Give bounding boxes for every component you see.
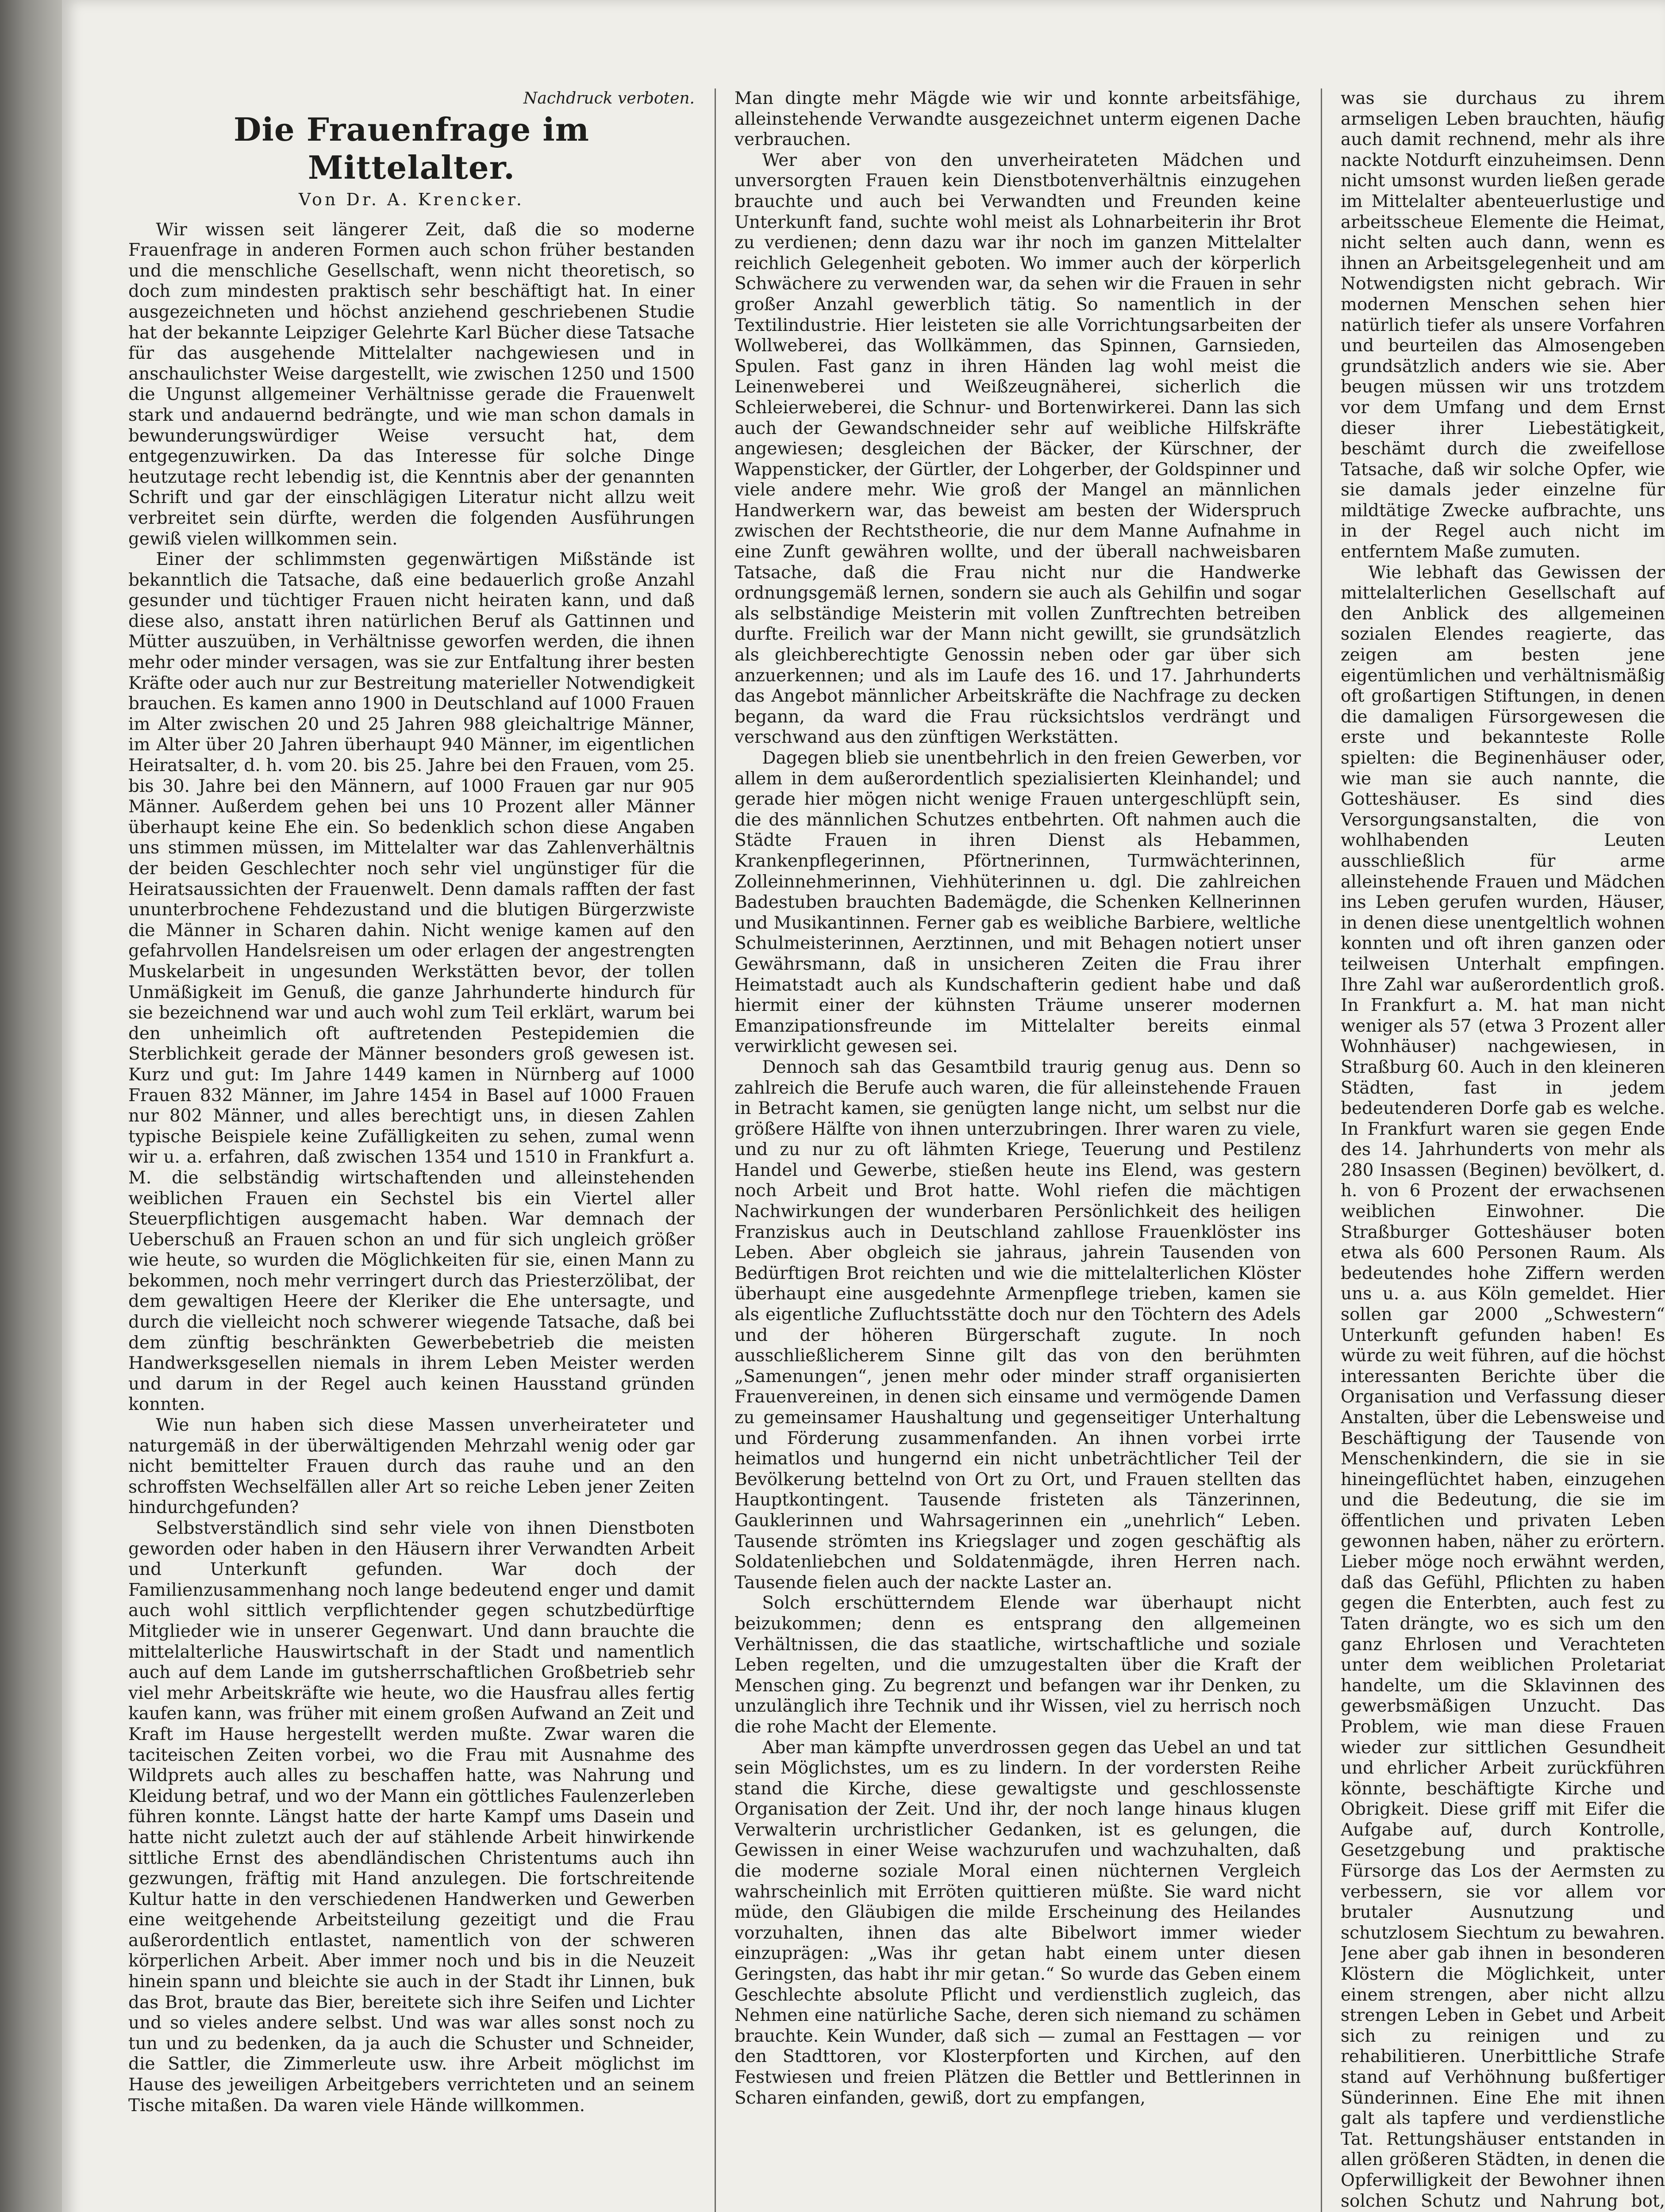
column-3 [1341, 88, 1665, 2212]
column-rule [715, 88, 716, 2212]
paragraph: Wie lebhaft das Gewissen der mittelalterlichen Gesellschaft auf den Anblick des allgemeinen sozialen Elendes reagierte, das zeigen am besten jene eigentümlichen und verhältnismäßig oft großartigen Stiftungen, in denen die damaligen Fürsorgewesen die erste und bekannteste Rolle spielten: die Beginenhäuser oder, wie man sie auch nannte, die Gotteshäuser. Es sind dies Versorgungsanstalten, die von wohlhabenden Leuten ausschließlich für arme alleinstehende Frauen und Mädchen ins Leben gerufen wurden, Häuser, in denen diese unentgeltlich wohnen konnten und oft ihren ganzen oder teilweisen Unterhalt empfingen. Ihre Zahl war außerordentlich groß. In Frankfurt a. M. hat man nicht weniger als 57 (etwa 3 Prozent aller Wohnhäuser) nachgewiesen, in Straßburg 60. Auch in den kleineren Städten, fast in jedem bedeutenderen Dorfe gab es welche. In Frankfurt waren sie gegen Ende des 14. Jahrhunderts von mehr als 280 Insassen (Beginen) bevölkert, d. h. von 6 Prozent der erwachsenen weiblichen Einwohner. Die Straßburger Gotteshäuser boten etwa als 600 Personen Raum. Als bedeutendes hohe Ziffern werden uns u. a. aus Köln gemeldet. Hier sollen gar 2000 „Schwestern“ Unterkunft gefunden haben! Es würde zu weit führen, auf die höchst interessanten Berichte über die Organisation und Verfassung dieser Anstalten, über die Lebensweise und Beschäftigung der Tausende von Menschenkindern, die sie in sie hineingeflüchtet haben, einzugehen und die Bedeutung, die sie im öffentlichen und privaten Leben gewonnen haben, näher zu erörtern. Lieber möge noch erwähnt werden, daß das Gefühl, Pflichten zu haben gegen die Enterbten, auch fest zu Taten drängte, wo es sich um den ganz Ehrlosen und Verachteten unter dem weiblichen Proletariat handelte, um die Sklavinnen des gewerbsmäßigen Unzucht. Das Problem, wie man diese Frauen wieder zur sittlichen Gesundheit und ehrlicher Arbeit zurückführen könnte, beschäftigte Kirche und Obrigkeit. Diese griff mit Eifer die Aufgabe auf, durch Kontrolle, Gesetzgebung und praktische Fürsorge das Los der Aermsten zu verbessern, sie vor allem vor brutaler Ausnutzung und schutzlosem Siechtum zu bewahren. Jene aber gab ihnen in besonderen Klöstern die Möglichkeit, unter einem strengen, aber nicht allzu strengen Leben in Gebet und Arbeit sich zu reinigen und zu rehabilitieren. Unerbittliche Strafe stand auf Verhöhnung bußfertiger Sünderinnen. Eine Ehe mit ihnen galt als tapfere und verdienstliche Tat. Rettungshäuser entstanden in allen größeren Städten, in denen die Opferwilligkeit der Bewohner ihnen solchen Schutz und Nahrung bot, [1341, 562, 1665, 2211]
article-title: Die Frauenfrage im Mittelalter. [234, 111, 589, 186]
paragraph: Dagegen blieb sie unentbehrlich in den freien Gewerben, vor allem in dem außerordentlich spezialisierten Kleinhandel; und gerade hier mögen nicht wenige Frauen untergeschlüpft sein, die des männlichen Schutzes entbehrten. Oft nahmen auch die Städte Frauen in ihren Dienst als Hebammen, Krankenpflegerinnen, Pförtnerinnen, Turmwächterinnen, Zolleinnehmerinnen, Viehhüterinnen u. dgl. Die zahlreichen Badestuben brauchten Bademägde, die Schenken Kellnerinnen und Musikantinnen. Ferner gab es weibliche Barbiere, weltliche Schulmeisterinnen, Aerztinnen, und mit Behagen notiert unser Gewährsmann, daß in unsicheren Zeiten die Frau ihrer Heimatstadt auch als Kundschafterin gedient habe und daß hiermit einer der kühnsten Träume unserer modernen Emanzipationsfreunde im Mittelalter bereits einmal verwirklicht gewesen sei. [734, 748, 1301, 1057]
paragraph: Solch erschütterndem Elende war überhaupt nicht beizukommen; denn es entsprang den allgemeinen Verhältnissen, die das staatliche, wirtschaftliche und soziale Leben regelten, und die umzugestalten über die Kraft der Menschen ging. Zu begrenzt und befangen war ihr Denken, zu unzulänglich ihre Technik und ihr Wissen, viel zu herrisch noch die rohe Macht der Elemente. [734, 1593, 1301, 1737]
column-1 [128, 88, 695, 2212]
column-rule [1321, 88, 1322, 2212]
column-2 [734, 88, 1301, 2212]
reprint-notice: Nachdruck verboten. [523, 89, 695, 108]
newspaper-page [62, 0, 1665, 2212]
paragraph: Man dingte mehr Mägde wie wir und konnte arbeitsfähige, alleinstehende Verwandte ausgezeichnet unterm eigenen Dache verbrauchen. [734, 88, 1301, 150]
paragraph: Selbstverständlich sind sehr viele von ihnen Dienstboten geworden oder haben in den Häusern ihrer Verwandten Arbeit und Unterkunft gefunden. War doch der Familienzusammenhang noch lange bedeutend enger und damit auch wohl sittlich verpflichtender gegen schutzbedürftige Mitglieder wie in unserer Gegenwart. Und dann brauchte die mittelalterliche Hauswirtschaft in der Stadt und namentlich auch auf dem Lande im gutsherrschaftlichen Großbetrieb sehr viel mehr Arbeitskräfte wie heute, wo die Hausfrau alles fertig kaufen kann, was früher mit einem großen Aufwand an Zeit und Kraft im Hause hergestellt werden mußte. Zwar waren die taciteischen Zeiten vorbei, wo die Frau mit Ausnahme des Wildprets auch alles zu beschaffen hatte, was Nahrung und Kleidung betraf, und wo der Mann ein göttliches Faulenzerleben führen konnte. Längst hatte der harte Kampf ums Dasein und hatte nicht zuletzt auch der auf stählende Arbeit hinwirkende sittliche Ernst des abendländischen Christentums auch ihn gezwungen, fräftig mit Hand anzulegen. Die fortschreitende Kultur hatte in den verschiedenen Handwerken und Gewerben eine weitgehende Arbeitsteilung gezeitigt und die Frau außerordentlich entlastet, namentlich von der schweren körperlichen Arbeit. Aber immer noch und bis in die Neuzeit hinein spann und bleichte sie auch in der Stadt ihr Linnen, buk das Brot, braute das Bier, bereitete sich ihre Seifen und Lichter und so vieles andere selbst. Und was war alles sonst noch zu tun und zu bedenken, da ja auch die Schuster und Schneider, die Sattler, die Zimmerleute usw. ihre Arbeit möglichst im Hause des jeweiligen Arbeitgebers verrichteten und an seinem Tische mitaßen. Da waren viele Hände willkommen. [128, 1518, 695, 2116]
paragraph: Dennoch sah das Gesamtbild traurig genug aus. Denn so zahlreich die Berufe auch waren, die für alleinstehende Frauen in Betracht kamen, sie genügten lange nicht, um selbst nur die größere Hälfte von ihnen unterzubringen. Ihrer waren zu viele, und zu nur zu oft lähmten Kriege, Teuerung und Pestilenz Handel und Gewerbe, stießen heute ins Elend, was gestern noch Arbeit und Brot hatte. Wohl riefen die mächtigen Nachwirkungen der wunderbaren Persönlichkeit des heiligen Franziskus auch in Deutschland zahllose Frauenklöster ins Leben. Aber obgleich sie jahraus, jahrein Tausenden von Bedürftigen Brot reichten und wie die mittelalterlichen Klöster überhaupt eine ausgedehnte Armenpflege trieben, kamen sie als eigentliche Zufluchtsstätte doch nur den Töchtern des Adels und der höheren Bürgerschaft zugute. In noch ausschließlicherem Sinne gilt das von den berühmten „Samenungen“, jenen mehr oder minder straff organisierten Frauenvereinen, in denen sich einsame und vermögende Damen zu gemeinsamer Haushaltung und gegenseitiger Unterhaltung und Förderung zusammenfanden. An ihnen vorbei irrte heimatlos und hungernd ein nicht unbeträchtlicher Teil der Bevölkerung bettelnd von Ort zu Ort, und Frauen stellten das Hauptkontingent. Tausende fristeten als Tänzerinnen, Gauklerinnen und Wahrsagerinnen ein „unehrlich“ Leben. Tausende strömten ins Kriegslager und zogen geschäftig als Soldatenliebchen und Soldatenmägde, ihren Herren nach. Tausende fielen auch der nackte Laster an. [734, 1057, 1301, 1593]
book-binding-edge [0, 0, 62, 2212]
page-content [128, 88, 1665, 2212]
article-author: Von Dr. A. Krencker. [299, 190, 524, 209]
paragraph: Wie nun haben sich diese Massen unverheirateter und naturgemäß in der überwältigenden Mehrzahl wenig oder gar nicht bemittelter Frauen durch das rauhe und an den schroffsten Wechselfällen aller Art so reiche Leben jener Zeiten hindurchgefunden? [128, 1415, 695, 1518]
paragraph: Wer aber von den unverheirateten Mädchen und unversorgten Frauen kein Dienstbotenverhältnis einzugehen brauchte und auch bei Verwandten und Freunden keine Unterkunft fand, suchte wohl meist als Lohnarbeiterin ihr Brot zu verdienen; denn dazu war ihr noch im ganzen Mittelalter reichlich Gelegenheit geboten. Wo immer auch der körperlich Schwächere zu verwenden war, da sehen wir die Frauen in sehr großer Anzahl gewerblich tätig. So namentlich in der Textilindustrie. Hier leisteten sie alle Vorrichtungsarbeiten der Wollweberei, das Wollkämmen, das Spinnen, Garnsieden, Spulen. Fast ganz in ihren Händen lag wohl meist die Leinenweberei und Weißzeugnäherei, sicherlich die Schleierweberei, die Schnur- und Bortenwirkerei. Dann las sich auch der Gewandschneider sehr auf weibliche Hilfskräfte angewiesen; desgleichen der Bäcker, der Kürschner, der Wappensticker, der Gürtler, der Lohgerber, der Goldspinner und viele andere mehr. Wie groß der Mangel an männlichen Handwerkern war, das beweist am besten der Widerspruch zwischen der Rechtstheorie, die nur dem Manne Aufnahme in eine Zunft gewähren wollte, und der überall nachweisbaren Tatsache, daß die Frau nicht nur die Handwerke ordnungsgemäß lernen, sondern sie auch als Gehilfin und sogar als selbständige Meisterin mit vollen Zunftrechten betreiben durfte. Freilich war der Mann nicht gewillt, sie grundsätzlich als gleichberechtigte Genossin neben oder gar über sich anzuerkennen; und als im Laufe des 16. und 17. Jahrhunderts das Angebot männlicher Arbeitskräfte die Nachfrage zu decken begann, da ward die Frau rücksichtslos verdrängt und verschwand aus den zünftigen Werkstätten. [734, 150, 1301, 748]
paragraph: Einer der schlimmsten gegenwärtigen Mißstände ist bekanntlich die Tatsache, daß eine bedauerlich große Anzahl gesunder und tüchtiger Frauen nicht heiraten kann, und daß diese also, anstatt ihren natürlichen Beruf als Gattinnen und Mütter auszuüben, in Verhältnisse geworfen werden, die ihnen mehr oder minder versagen, was sie zur Entfaltung ihrer besten Kräfte oder auch nur zur Bestreitung materieller Notwendigkeit brauchen. Es kamen anno 1900 in Deutschland auf 1000 Frauen im Alter zwischen 20 und 25 Jahren 988 gleichaltrige Männer, im Alter über 20 Jahren überhaupt 940 Männer, im eigentlichen Heiratsalter, d. h. vom 20. bis 25. Jahre bei den Frauen, vom 25. bis 30. Jahre bei den Männern, auf 1000 Frauen gar nur 905 Männer. Außerdem gehen bei uns 10 Prozent aller Männer überhaupt keine Ehe ein. So bedenklich schon diese Angaben uns stimmen müssen, im Mittelalter war das Zahlenverhältnis der beiden Geschlechter noch sehr viel ungünstiger für die Heiratsaussichten der Frauenwelt. Denn damals rafften der fast ununterbrochene Fehdezustand und die blutigen Bürgerzwiste die Männer in Scharen dahin. Nicht wenige kamen auf den gefahrvollen Handelsreisen um oder erlagen der angestrengten Muskelarbeit in ungesunden Werkstätten bevor, der tollen Unmäßigkeit im Genuß, die ganze Jahrhunderte hindurch für sie bezeichnend war und auch wohl zum Teil erklärt, warum bei den unheimlich oft auftretenden Pestepidemien die Sterblichkeit gerade der Männer besonders groß gewesen ist. Kurz und gut: Im Jahre 1449 kamen in Nürnberg auf 1000 Frauen 832 Männer, im Jahre 1454 in Basel auf 1000 Frauen nur 802 Männer, und alles berechtigt uns, in diesen Zahlen typische Beispiele keine Zufälligkeiten zu sehen, zumal wenn wir u. a. erfahren, daß zwischen 1354 und 1510 in Frankfurt a. M. die selbständig wirtschaftenden und alleinstehenden weiblichen Frauen ein Sechstel bis ein Viertel aller Steuerpflichtigen ausgemacht haben. War demnach der Ueberschuß an Frauen schon an und für sich ungleich größer wie heute, so wurden die Möglichkeiten für sie, einen Mann zu bekommen, noch mehr verringert durch das Priesterzölibat, der dem gewaltigen Heere der Kleriker die Ehe untersagte, und durch die vielleicht noch schwerer wiegende Tatsache, daß bei dem zünftig beschränkten Gewerbebetrieb die meisten Handwerksgesellen niemals in ihrem Leben Meister werden und darum in der Regel auch keinen Hausstand gründen konnten. [128, 549, 695, 1415]
paragraph: Aber man kämpfte unverdrossen gegen das Uebel an und tat sein Möglichstes, um es zu lindern. In der vordersten Reihe stand die Kirche, diese gewaltigste und geschlossenste Organisation der Zeit. Und ihr, der noch lange hinaus klugen Verwalterin urchristlicher Gedanken, ist es gelungen, die Gewissen in einer Weise wachzurufen und wachzuhalten, daß die moderne soziale Moral einen nüchternen Vergleich wahrscheinlich mit Erröten quittieren müßte. Sie ward nicht müde, den Gläubigen die milde Erscheinung des Heilandes vorzuhalten, ihnen das alte Bibelwort immer wieder einzuprägen: „Was ihr getan habt einem unter diesen Geringsten, das habt ihr mir getan.“ So wurde das Geben einem Geschlechte absolute Pflicht und verdienstlich zugleich, das Nehmen eine natürliche Sache, deren sich niemand zu schämen brauchte. Kein Wunder, daß sich — zumal an Festtagen — vor den Stadttoren, vor Klosterpforten und Kirchen, auf den Festwiesen und freien Plätzen die Bettler und Bettlerinnen in Scharen einfanden, gewiß, dort zu empfangen, [734, 1737, 1301, 2108]
paragraph: Wir wissen seit längerer Zeit, daß die so moderne Frauenfrage in anderen Formen auch schon früher bestanden und die menschliche Gesellschaft, wenn nicht theoretisch, so doch zum mindesten praktisch sehr beschäftigt hat. In einer ausgezeichneten und höchst anziehend geschriebenen Studie hat der bekannte Leipziger Gelehrte Karl Bücher diese Tatsache für das ausgehende Mittelalter nachgewiesen und in anschaulichster Weise dargestellt, wie zwischen 1250 und 1500 die Ungunst allgemeiner Verhältnisse gerade die Frauenwelt stark und andauernd bedrängte, und wie man schon damals in bewunderungswürdiger Weise versucht hat, dem entgegenzuwirken. Da das Interesse für solche Dinge heutzutage recht lebendig ist, die Kenntnis aber der genannten Schrift und gar der einschlägigen Literatur nicht allzu weit verbreitet sein dürfte, werden die folgenden Ausführungen gewiß vielen willkommen sein. [128, 219, 695, 549]
paragraph: was sie durchaus zu ihrem armseligen Leben brauchten, häufig auch damit rechnend, mehr als ihre nackte Notdurft einzuheimsen. Denn nicht umsonst wurden ließen gerade im Mittelalter abenteuerlustige und arbeitsscheue Elemente die Heimat, nicht selten auch dann, wenn es ihnen an Arbeitsgelegenheit und am Notwendigsten nicht gebrach. Wir modernen Menschen sehen hier natürlich tiefer als unsere Vorfahren und beurteilen das Almosengeben grundsätzlich anders wie sie. Aber beugen müssen wir uns trotzdem vor dem Umfang und dem Ernst dieser ihrer Liebestätigkeit, beschämt durch die zweifellose Tatsache, daß wir solche Opfer, wie sie damals jeder einzelne für mildtätige Zwecke aufbrachte, uns in der Regel auch nicht im entferntem Maße zumuten. [1341, 88, 1665, 562]
